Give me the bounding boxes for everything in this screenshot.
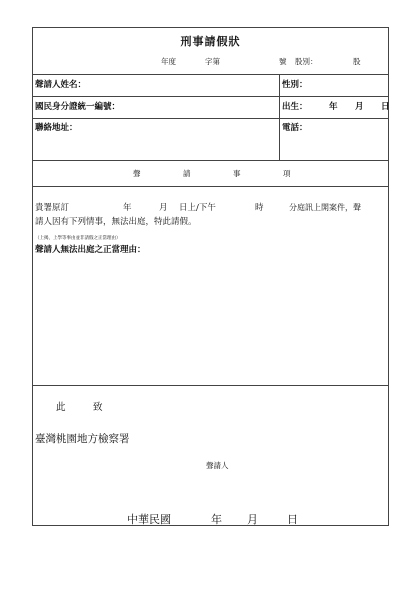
address-label: 聯絡地址： xyxy=(35,123,78,133)
case-number-label: 號 xyxy=(279,57,287,66)
birth-year-label: 年 xyxy=(329,102,338,112)
form-footer xyxy=(33,385,388,527)
column-divider xyxy=(279,97,280,118)
case-word-label: 字第 xyxy=(205,57,220,66)
applicant-name-label: 聲請人姓名： xyxy=(35,80,87,90)
birth-month-label: 月 xyxy=(355,102,364,112)
column-divider xyxy=(279,119,280,160)
closing-zhi: 致 xyxy=(93,402,103,413)
body-line1-day: 日上/下午 xyxy=(179,203,216,213)
body-line1-month: 月 xyxy=(159,203,168,213)
birth-label: 出生： xyxy=(282,102,308,112)
request-body xyxy=(33,186,388,385)
section-heading-char: 項 xyxy=(283,169,291,178)
name-row xyxy=(33,74,388,96)
date-era: 中華民國 xyxy=(127,513,171,526)
id-row xyxy=(33,96,388,118)
division-suffix: 股 xyxy=(353,57,361,66)
gender-label: 性別： xyxy=(282,80,308,90)
section-heading-char: 聲 xyxy=(133,169,141,178)
phone-label: 電話： xyxy=(282,123,308,133)
column-divider xyxy=(279,75,280,96)
date-month: 月 xyxy=(247,513,258,526)
case-year-label: 年度 xyxy=(161,57,176,66)
address-row xyxy=(33,118,388,160)
section-heading-char: 請 xyxy=(183,169,191,178)
body-line1-hour: 時 xyxy=(255,203,264,213)
body-line2: 請人因有下列情事，無法出庭，特此請假。 xyxy=(35,217,197,227)
body-line1-suffix: 分庭訊上開案件，聲 xyxy=(289,203,361,212)
reason-label: 聲請人無法出庭之正當理由： xyxy=(35,245,146,255)
form-header xyxy=(33,28,388,74)
body-line1-prefix: 貴署原訂 xyxy=(35,203,70,213)
closing-ci: 此 xyxy=(56,402,66,413)
date-day: 日 xyxy=(287,513,298,526)
section-heading-char: 事 xyxy=(233,169,241,178)
body-line1-year: 年 xyxy=(123,203,132,213)
request-form xyxy=(32,27,389,526)
prosecutor-office: 臺灣桃園地方檢察署 xyxy=(35,433,130,445)
birth-day-label: 日 xyxy=(381,102,390,112)
national-id-label: 國民身分證統一編號： xyxy=(35,102,121,112)
section-heading-row xyxy=(33,160,388,186)
date-year: 年 xyxy=(211,513,222,526)
applicant-signature-label: 聲請人 xyxy=(206,461,229,470)
body-note: （上揭，上學等事由並非請假之正當理由） xyxy=(35,236,121,241)
form-title: 刑事請假狀 xyxy=(180,35,241,48)
division-label: 股別： xyxy=(295,57,318,66)
